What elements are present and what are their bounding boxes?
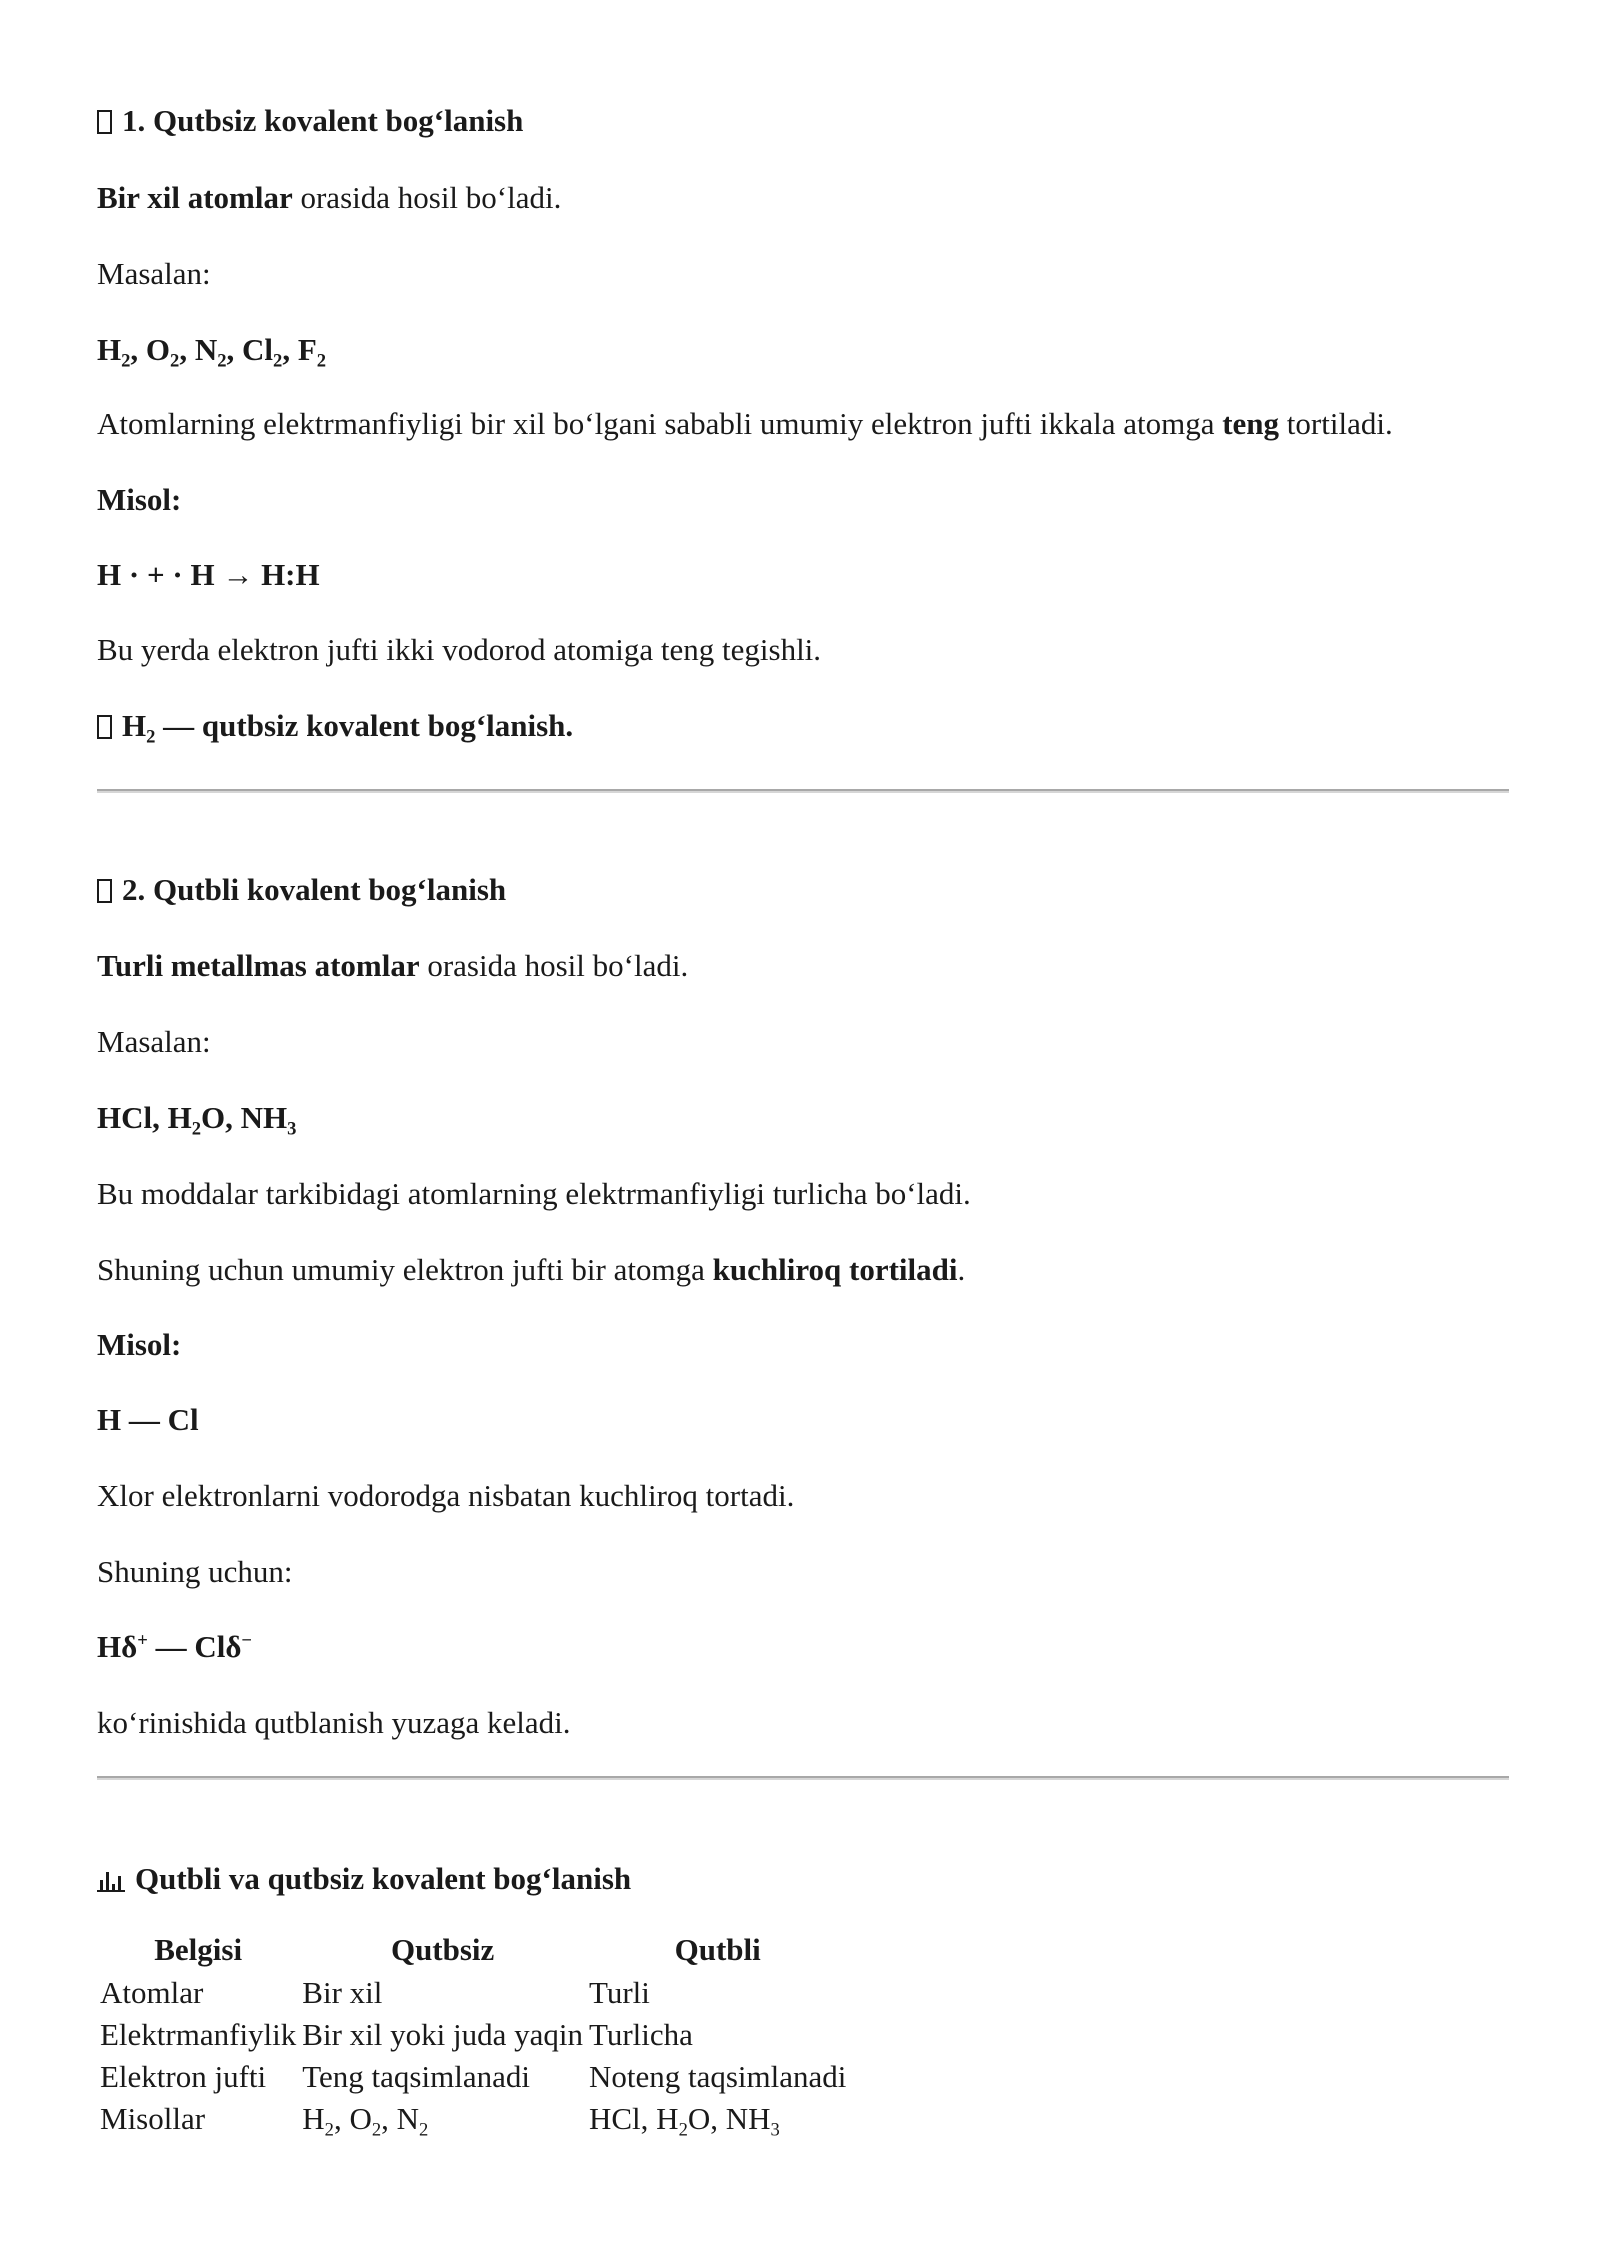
formula-subscript: 2 <box>191 1118 202 1140</box>
formula-o-nh3: O, NH <box>201 1100 288 1135</box>
section-1-examples <box>97 330 326 370</box>
formula-subscript: 3 <box>770 2119 780 2141</box>
section-2-line-2 <box>97 1250 965 1290</box>
conclusion-subscript: 2 <box>146 726 156 748</box>
section-1-explanation <box>97 404 1393 444</box>
table-cell: Turli <box>588 1975 650 2010</box>
explanation-end: tortiladi. <box>1279 406 1393 441</box>
conclusion-h: H <box>122 708 147 743</box>
formula-separator: , <box>282 332 298 367</box>
polar-mid: — Clδ <box>147 1629 242 1664</box>
line-2-start: Shuning uchun umumiy elektron jufti bir atomga <box>97 1252 713 1287</box>
section-2-line-4: Shuning uchun: <box>97 1554 293 1589</box>
section-3-heading-text: Qutbli va qutbsiz kovalent bog‘lanish <box>135 1861 632 1896</box>
section-3-heading <box>97 1859 631 1899</box>
polar-plus: + <box>137 1629 148 1651</box>
formula-subscript: 2 <box>316 350 327 372</box>
formula-subscript: 2 <box>273 350 283 372</box>
table-header-cell: Qutbsiz <box>390 1932 495 1967</box>
explanation-bold: teng <box>1222 406 1280 441</box>
formula-subscript: 2 <box>371 2119 382 2141</box>
formula-subscript: 2 <box>324 2119 334 2141</box>
table-cell: Noteng taqsimlanadi <box>588 2059 847 2094</box>
table-cell <box>299 2098 586 2140</box>
formula-subscript: 3 <box>287 1118 297 1140</box>
section-1-intro-bold: Bir xil atomlar <box>97 180 293 215</box>
table-row <box>97 2098 849 2140</box>
conclusion-rest: — qutbsiz kovalent bog‘lanish. <box>155 708 574 743</box>
section-2-intro <box>97 946 688 986</box>
section-2-intro-rest: orasida hosil bo‘ladi. <box>419 948 689 983</box>
table-cell: Atomlar <box>100 1975 204 2010</box>
line-2-end: . <box>957 1252 966 1287</box>
section-1-note: Bu yerda elektron jufti ikki vodorod atomiga teng tegishli. <box>97 632 822 667</box>
formula-hcl-h2o: HCl, H <box>97 1100 192 1135</box>
section-divider-1 <box>97 789 1509 793</box>
section-1-intro-rest: orasida hosil bo‘ladi. <box>292 180 562 215</box>
section-2-line-1: Bu moddalar tarkibidagi atomlarning elektrmanfiyligi turlicha bo‘ladi. <box>97 1176 971 1211</box>
formula-separator: , <box>130 332 146 367</box>
table-cell: Turlicha <box>588 2017 693 2052</box>
table-cell: Elektrmanfiylik <box>100 2017 297 2052</box>
missing-glyph-icon <box>97 879 112 903</box>
formula-o: O <box>349 2101 372 2136</box>
missing-glyph-icon <box>97 110 112 134</box>
formula-f2-symbol: F <box>297 332 317 367</box>
section-2-examples <box>97 1098 296 1138</box>
polar-minus: − <box>241 1629 253 1651</box>
table-header-cell: Belgisi <box>154 1932 243 1967</box>
table-cell: Bir xil <box>302 1975 383 2010</box>
section-2-line-5: ko‘rinishida qutblanish yuzaga keladi. <box>97 1705 571 1740</box>
formula-subscript: 2 <box>170 350 180 372</box>
section-divider-2 <box>97 1776 1509 1780</box>
formula-h2-symbol: H <box>97 332 122 367</box>
formula-n2-symbol: N <box>194 332 218 367</box>
section-2-formula: H — Cl <box>97 1402 199 1437</box>
section-2-heading <box>97 870 506 910</box>
section-1-misol-label: Misol: <box>97 482 182 517</box>
bar-chart-icon <box>97 1866 125 1892</box>
section-2-misol-label: Misol: <box>97 1327 182 1362</box>
section-1-heading-text: 1. Qutbsiz kovalent bog‘lanish <box>122 103 524 138</box>
section-2-example-label: Masalan: <box>97 1024 211 1059</box>
table-cell: Bir xil yoki juda yaqin <box>302 2017 583 2052</box>
table-row <box>97 1972 849 2014</box>
formula-hcl-h2o: HCl, H <box>588 2101 679 2136</box>
formula-n: N <box>396 2101 420 2136</box>
missing-glyph-icon <box>97 715 112 739</box>
formula-o-nh3: O, NH <box>687 2101 771 2136</box>
section-1-intro <box>97 178 561 218</box>
formula-subscript: 2 <box>678 2119 688 2141</box>
formula-subscript: 2 <box>419 2119 429 2141</box>
section-2-line-3: Xlor elektronlarni vodorodga nisbatan kuchliroq tortadi. <box>97 1478 795 1513</box>
formula-subscript: 2 <box>217 350 227 372</box>
formula-separator: , <box>333 2101 350 2136</box>
polar-h: Hδ <box>97 1629 138 1664</box>
section-1-reaction: H · + · H → H:H <box>97 557 320 592</box>
formula-separator: , <box>381 2101 397 2136</box>
table-cell: Elektron jufti <box>100 2059 267 2094</box>
section-2-polar-formula <box>97 1627 252 1667</box>
section-2-intro-bold: Turli metallmas atomlar <box>97 948 420 983</box>
table-cell <box>586 2098 849 2140</box>
section-2-heading-text: 2. Qutbli kovalent bog‘lanish <box>122 872 507 907</box>
section-1-heading <box>97 101 523 141</box>
comparison-table <box>97 1928 849 2140</box>
table-row <box>97 2014 849 2056</box>
table-cell: Misollar <box>100 2101 206 2136</box>
table-header-row <box>97 1928 849 1972</box>
formula-o2-symbol: O <box>145 332 171 367</box>
formula-separator: , <box>179 332 195 367</box>
formula-cl2-symbol: Cl <box>242 332 274 367</box>
line-2-bold: kuchliroq tortiladi <box>712 1252 958 1287</box>
formula-subscript: 2 <box>121 350 131 372</box>
section-1-example-label: Masalan: <box>97 256 211 291</box>
formula-separator: , <box>226 332 243 367</box>
explanation-start: Atomlarning elektrmanfiyligi bir xil bo‘lgani sababli umumiy elektron jufti ikkala atomga <box>97 406 1223 441</box>
table-header-cell: Qutbli <box>674 1932 761 1967</box>
section-1-conclusion <box>97 706 573 746</box>
table-cell: Teng taqsimlanadi <box>302 2059 530 2094</box>
table-row <box>97 2056 849 2098</box>
formula-h: H <box>302 2101 325 2136</box>
